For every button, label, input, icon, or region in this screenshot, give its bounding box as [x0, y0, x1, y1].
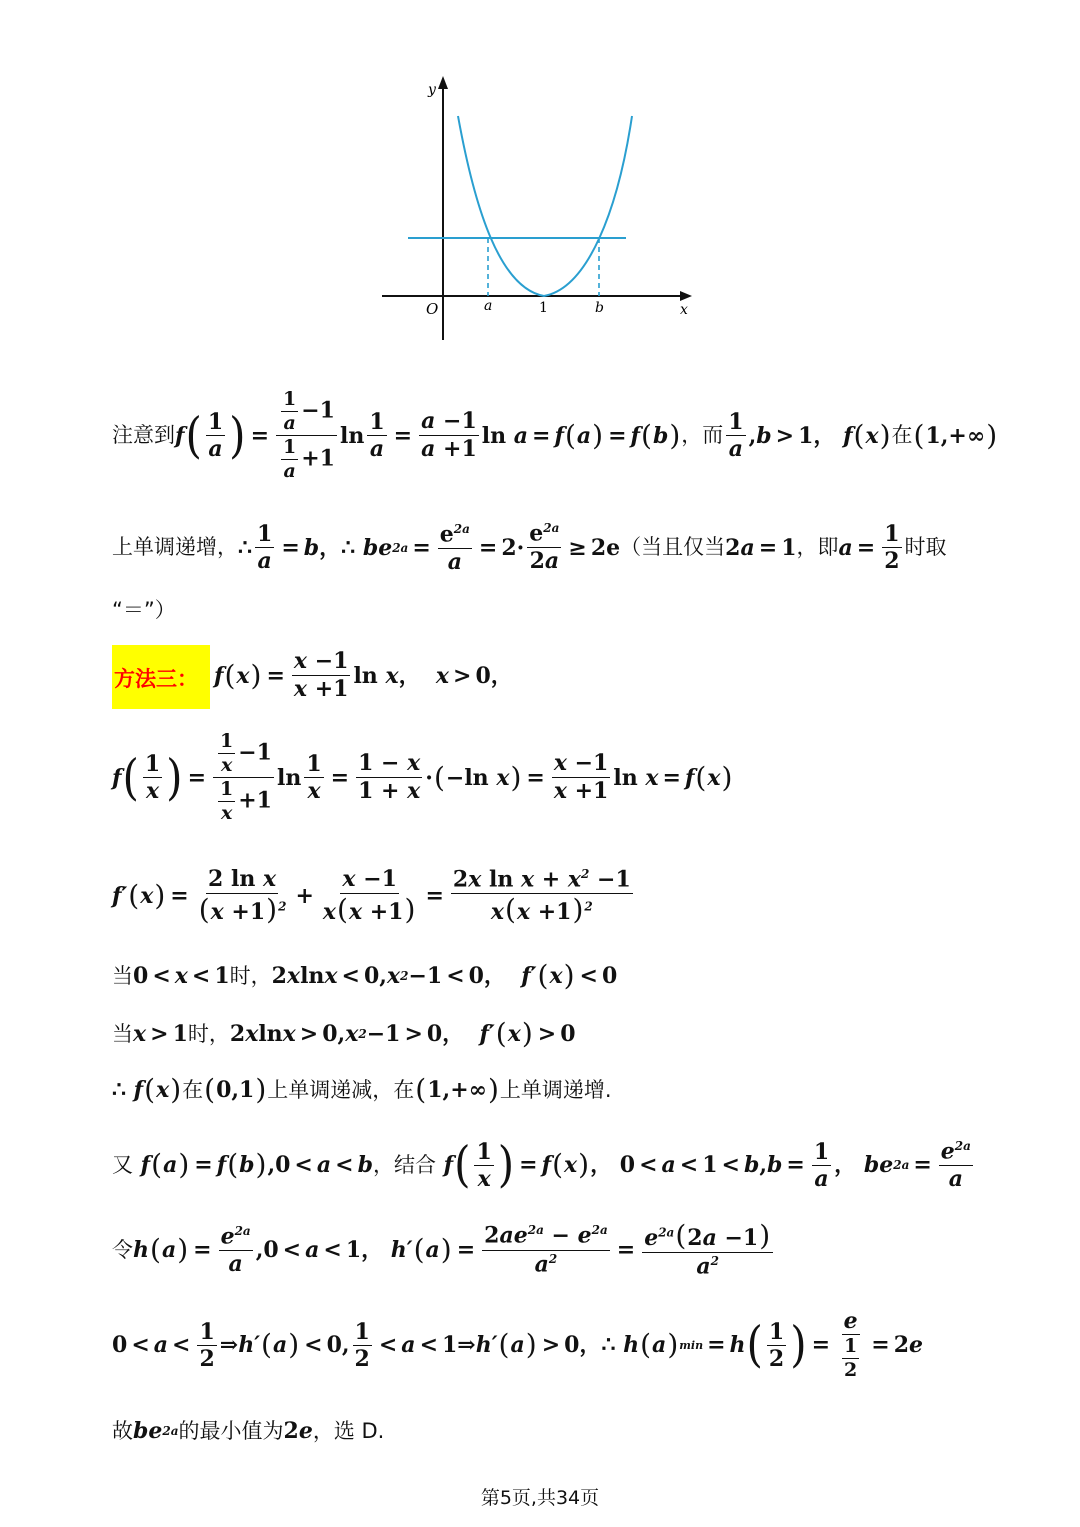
- ji-text: ，即: [796, 535, 839, 560]
- quote-eq: “＝”）: [112, 598, 176, 622]
- equation-line-1: 注意到 f ( $\frac{1}{a}$ ) = $\frac{1}{a}$ −1 $\frac{1}{a}$ +1 ln $\frac{1}{a}$ = $\frac{a -1}{a +1}$ ln a = f ( a ) = f ( b ) ，而 $\frac{1}{a}$ , b > 1 ， f ( x ) 在 ( 1,+∞ ): [112, 388, 998, 482]
- one-label: 1: [539, 300, 548, 316]
- equation-line-h: 令 h ( a ) = $\frac{e^{2a}}{a}$ ,0 < a < 1， h′ ( a ) = $\frac{2ae^{2a} - e^{2a}}{a^2}$ = $\frac{e^{2a}(2a -1)}{a^2}$: [112, 1222, 776, 1278]
- zai-text: 在: [891, 423, 913, 447]
- when-only-text: （当且仅当: [620, 535, 726, 560]
- method3-definition: f ( x ) = $\frac{x -1}{x +1}$ ln x ， x > 0，: [214, 648, 513, 702]
- equation-line-f-inverse: f ( $\frac{1}{x}$ ) = $\frac{1}{x}$ −1 $\frac{1}{x}$ +1 ln $\frac{1}{x}$ = $\frac{1 - x}{1 + x}$ · ( −ln x ) = $\frac{x -1}{x +1}$ ln x = f ( x ): [112, 730, 733, 824]
- method3-highlight: [112, 645, 210, 709]
- x-axis-arrow: [680, 291, 692, 301]
- equation-line-2b: [112, 600, 176, 621]
- equation-line-min: 0 < a < $\frac{1}{2}$ ⇒ h′ ( a ) < 0, $\frac{1}{2}$ < a < 1⇒ h′ ( a ) > 0， ∴ h ( a ) min = h ( $\frac{1}{2}$ ) = $\frac{e}{\frac{1}{2}}$ = 2 e: [112, 1308, 924, 1381]
- origin-label: O: [426, 300, 439, 318]
- y-axis-arrow: [438, 76, 448, 89]
- curve: [458, 116, 632, 296]
- equation-line-monotonic: ∴ f ( x ) 在 ( 0,1 ) 上单调递减，在 ( 1,+∞ ) 上单调递增.: [112, 1073, 612, 1106]
- equation-line-derivative: f′ ( x ) = $\frac{\text{2 ln x}}{(x +1)^2}$ + $\frac{x -1}{x(x +1)}$ = $\frac{2x \ln x + x^2 -1}{x(x +1)^2}$: [112, 866, 631, 927]
- increasing-text: 上单调递增，: [112, 535, 238, 560]
- y-label: y: [428, 82, 436, 98]
- equation-line-combine: 又 f ( a ) = f ( b ) ,0 < a < b ，结合 f ( $\frac{1}{x}$ ) = f ( x ) ， 0 < a < 1 < b , b = $\frac{1}{a}$ ， be 2a = $\frac{e^{2a}}{a}$: [112, 1136, 971, 1193]
- equation-line-2: 上单调递增， ∴ $\frac{1}{a}$ = b ， ∴ be 2a = $\frac{e^{2a}}{a}$ = 2· $\frac{e^{2a}}{2a}$ ≥ 2e （当且仅当 2 a = 1 ，即 a = $\frac{1}{2}$ 时取: [112, 520, 947, 575]
- equation-line-case1: 当 0 < x < 1 时， 2 x ln x < 0, x 2 −1 < 0， f′ ( x ) < 0: [112, 959, 618, 992]
- page-footer: 第5页,共34页: [480, 1487, 600, 1509]
- take-eq-text: 时取: [904, 535, 947, 560]
- comma-er: ，而: [681, 423, 724, 447]
- x-label: x: [680, 302, 688, 318]
- a-label: a: [484, 298, 493, 314]
- method3-label: 方法三：: [114, 667, 198, 691]
- conclusion-line: 故 be 2a 的最小值为 2 e ，选 D.: [112, 1418, 385, 1444]
- b-label: b: [595, 300, 604, 316]
- therefore-symbol: ∴: [238, 534, 252, 561]
- function-graph: [370, 70, 710, 350]
- equation-line-case2: 当 x > 1 时， 2 x ln x > 0, x 2 −1 > 0， f′ ( x ) > 0: [112, 1017, 576, 1050]
- note-prefix: 注意到: [112, 423, 175, 447]
